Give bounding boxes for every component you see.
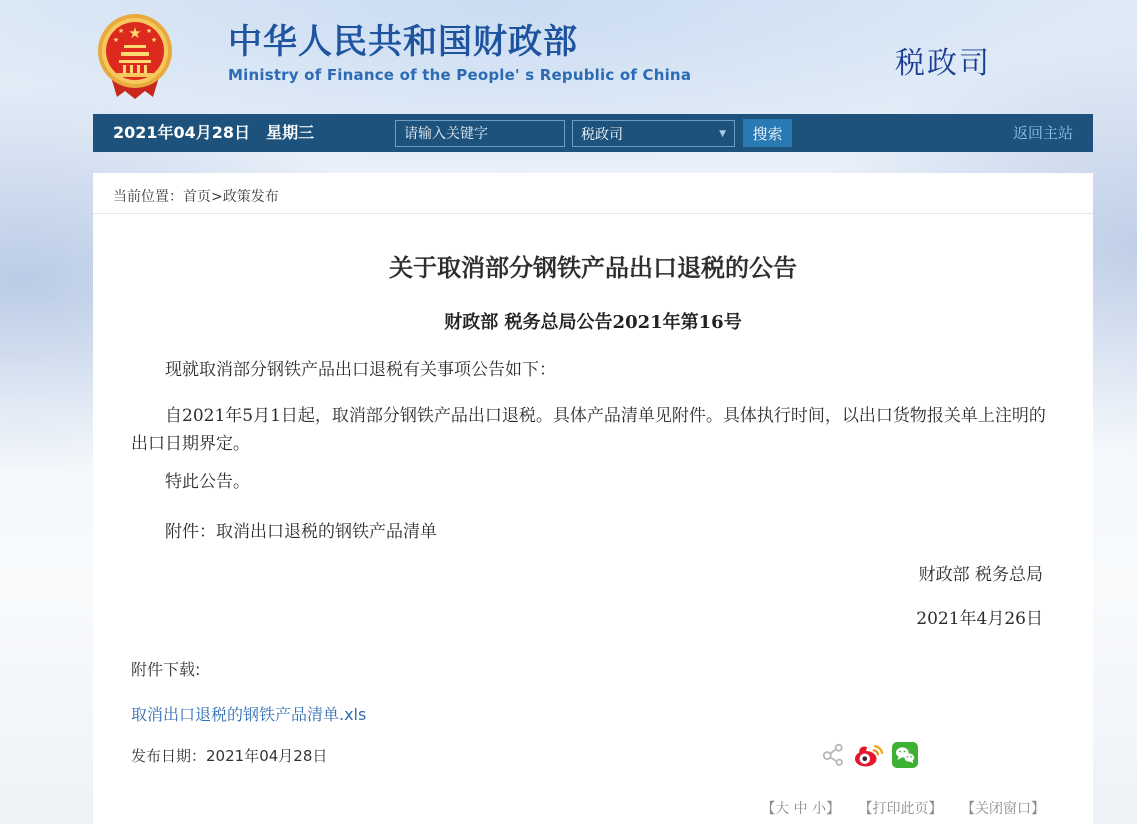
paragraph-attachment-note: 附件：取消出口退税的钢铁产品清单 [165, 522, 437, 542]
site-subtitle-en: Ministry of Finance of the People' s Republic of China [228, 66, 692, 84]
search-scope-value: 税政司 [581, 126, 623, 143]
paragraph-intro: 现就取消部分钢铁产品出口退税有关事项公告如下： [165, 360, 556, 380]
breadcrumb-separator: > [211, 189, 223, 205]
publish-date-label: 发布日期： [131, 747, 207, 765]
share-nodes-icon[interactable] [821, 742, 846, 771]
paragraph-closing: 特此公告。 [165, 472, 250, 492]
svg-text:★: ★ [128, 24, 142, 42]
svg-text:★: ★ [145, 27, 153, 35]
svg-text:★: ★ [112, 36, 120, 44]
article-title: 关于取消部分钢铁产品出口退税的公告 [389, 254, 797, 282]
navbar [93, 114, 1093, 152]
breadcrumb [93, 173, 1093, 214]
wechat-icon[interactable] [892, 742, 918, 772]
weibo-icon[interactable] [854, 741, 884, 772]
font-size-control[interactable]: 【大 中 小】 [761, 801, 841, 817]
current-date: 2021年04月28日 星期三 [113, 123, 315, 142]
share-bar [821, 741, 918, 772]
search-button[interactable]: 搜索 [743, 119, 792, 147]
paragraph-main: 自2021年5月1日起，取消部分钢铁产品出口退税。具体产品清单见附件。具体执行时间，以出口货物报关单上注明的出口日期界定。 [131, 406, 1046, 454]
attachment-label: 附件下载: [131, 660, 201, 679]
site-titles [228, 22, 691, 84]
chevron-down-icon: ▼ [719, 128, 726, 139]
print-page-link[interactable]: 【打印此页】 [858, 801, 943, 817]
signature-date: 2021年4月26日 [916, 609, 1043, 629]
search-scope-select[interactable] [572, 120, 735, 147]
site-header [0, 0, 1137, 112]
breadcrumb-home-link[interactable]: 首页 [183, 189, 211, 205]
publish-row [131, 745, 1055, 766]
national-emblem-icon [95, 11, 175, 103]
breadcrumb-label: 当前位置： [113, 189, 183, 205]
publish-date-value: 2021年04月28日 [206, 747, 328, 765]
document-number: 财政部 税务总局公告2021年第16号 [444, 312, 742, 333]
close-window-link[interactable]: 【关闭窗口】 [961, 801, 1045, 817]
back-to-main-link[interactable]: 返回主站 [1012, 124, 1073, 142]
page-tools [131, 798, 1045, 818]
department-title: 税政司 [895, 46, 991, 81]
svg-text:★: ★ [117, 27, 125, 35]
attachment-download-link[interactable]: 取消出口退税的钢铁产品清单.xls [131, 705, 367, 724]
breadcrumb-section-link[interactable]: 政策发布 [222, 189, 279, 205]
site-title: 中华人民共和国财政部 [228, 22, 578, 62]
svg-text:★: ★ [150, 36, 158, 44]
content-panel [93, 173, 1093, 824]
signature: 财政部 税务总局 [918, 565, 1043, 585]
article [93, 252, 1093, 818]
search-input[interactable] [395, 120, 565, 147]
